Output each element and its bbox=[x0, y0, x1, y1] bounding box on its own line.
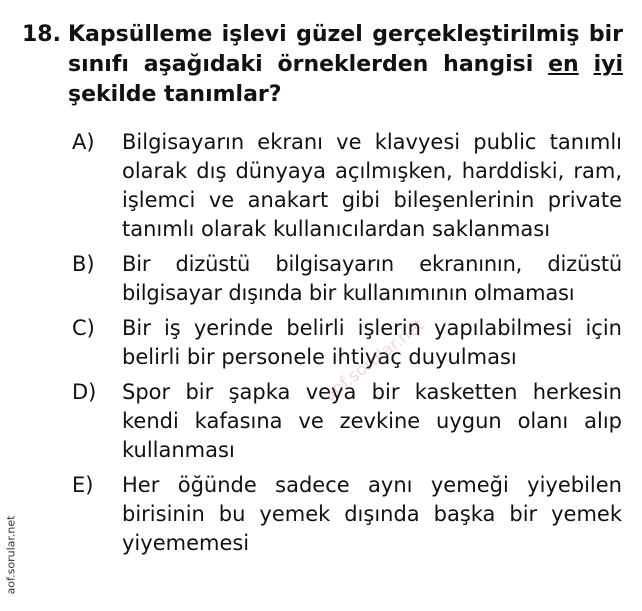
side-watermark bbox=[4, 505, 18, 605]
question-number: 18. bbox=[22, 22, 61, 47]
option-b[interactable] bbox=[72, 250, 624, 308]
question-underlined-iyi: iyi bbox=[593, 52, 623, 77]
option-a[interactable] bbox=[72, 128, 624, 244]
option-e[interactable] bbox=[72, 471, 624, 558]
options-list bbox=[72, 128, 624, 564]
question-text-end: şekilde tanımlar? bbox=[68, 82, 282, 107]
option-letter: C) bbox=[72, 316, 95, 340]
side-watermark-text: aof.sorular.net bbox=[4, 515, 18, 595]
option-letter: E) bbox=[72, 473, 94, 497]
option-text: Bilgisayarın ekranı ve klavyesi public tanımlı olarak dış dünyaya açılmışken, harddiski, ram, işlemci ve anakart gibi bileşenlerinin private tanımlı olarak kullanıcılardan saklanması bbox=[122, 130, 622, 241]
option-text: Bir dizüstü bilgisayarın ekranının, dizüstü bilgisayar dışında bir kullanımının olmaması bbox=[122, 252, 622, 305]
option-c[interactable] bbox=[72, 314, 624, 372]
center-watermark-text: aof.sorular.net bbox=[320, 314, 429, 406]
option-letter: D) bbox=[72, 380, 97, 404]
option-text: Bir iş yerinde belirli işlerin yapılabilmesi için belirli bir personele ihtiyaç duyulması bbox=[122, 316, 622, 369]
option-letter: B) bbox=[72, 252, 95, 276]
question-underlined-en: en bbox=[548, 52, 579, 77]
option-text: Her öğünde sadece aynı yemeği yiyebilen birisinin bu yemek dışında başka bir yemek yiyememesi bbox=[122, 473, 622, 555]
question-text-main: Kapsülleme işlevi güzel gerçekleştirilmiş bir sınıfı aşağıdaki örneklerden hangisi bbox=[68, 22, 623, 77]
option-letter: A) bbox=[72, 130, 95, 154]
question-text bbox=[68, 20, 623, 110]
option-text: Spor bir şapka veya bir kasketten herkesin kendi kafasına ve zevkine uygun olanı alıp kullanması bbox=[122, 380, 622, 462]
